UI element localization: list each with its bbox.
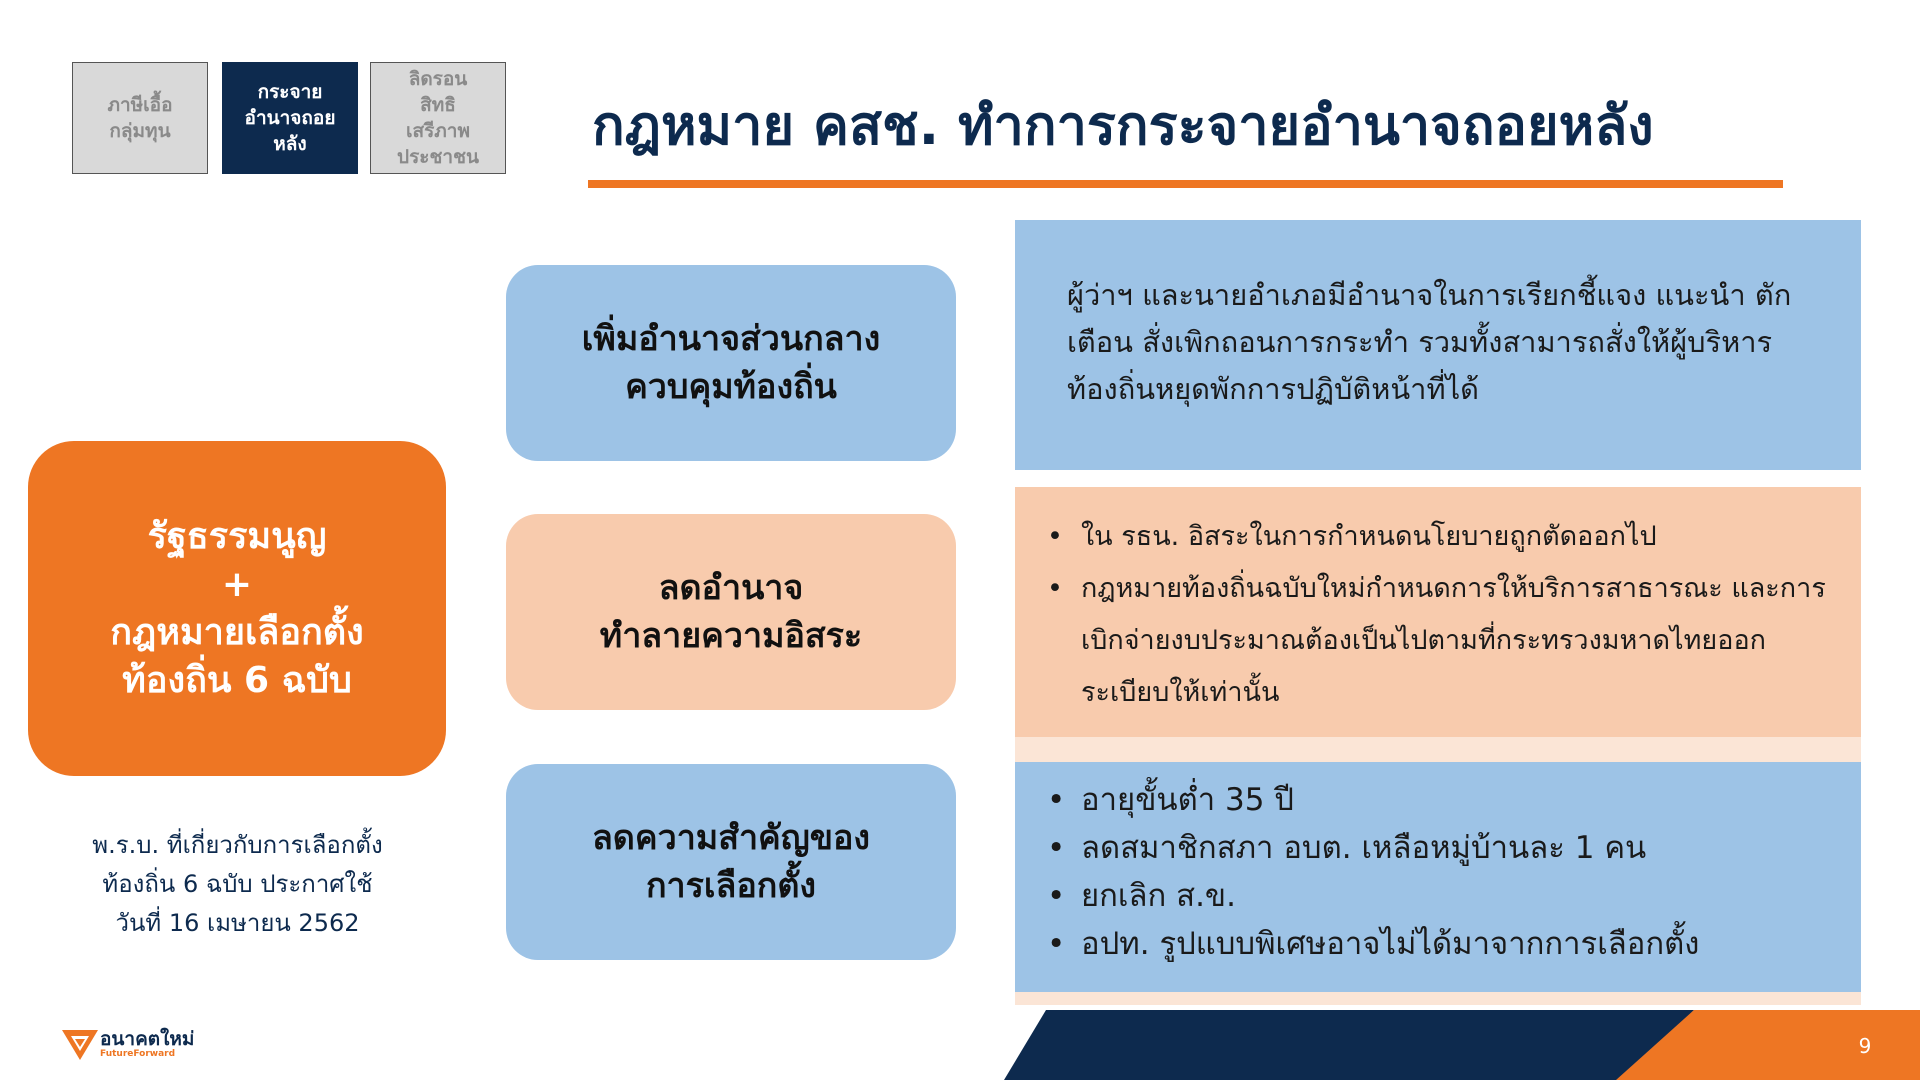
reduce-power-details — [1015, 487, 1861, 737]
bullet-list — [1035, 511, 1831, 719]
list-item: • กฎหมายท้องถิ่นฉบับใหม่กำหนดการให้บริการสาธารณะ และการเบิกจ่ายงบประมาณต้องเป็นไปตามที่กระทรวงมหาดไทยออกระเบียบให้เท่านั้น — [1035, 563, 1831, 719]
laws-note: พ.ร.บ. ที่เกี่ยวกับการเลือกตั้ง ท้องถิ่น 6 ฉบับ ประกาศใช้ วันที่ 16 เมษายน 2562 — [92, 831, 383, 937]
central-control-description — [1015, 220, 1861, 470]
futureforward-logo-icon — [62, 1026, 98, 1062]
row-label-central-control: เพิ่มอำนาจส่วนกลาง ควบคุมท้องถิ่น — [506, 265, 956, 461]
page-number: 9 — [1858, 1034, 1872, 1058]
list-item: • ยกเลิก ส.ข. — [1035, 872, 1831, 920]
logo-english-text: FutureForward — [100, 1048, 176, 1059]
list-item: • อายุขั้นต่ำ 35 ปี — [1035, 776, 1831, 824]
list-item: • อปท. รูปแบบพิเศษอาจไม่ได้มาจากการเลือกตั้ง — [1035, 920, 1831, 968]
page-title: กฎหมาย คสช. ทำการกระจายอำนาจถอยหลัง — [592, 94, 1654, 157]
row-label-reduce-election: ลดความสำคัญของ การเลือกตั้ง — [506, 764, 956, 960]
reduce-election-details — [1015, 762, 1861, 992]
nav-tab-decentralization[interactable]: กระจาย อำนาจถอย หลัง — [222, 62, 358, 174]
description-text: ผู้ว่าฯ และนายอำเภอมีอำนาจในการเรียกชี้แจง แนะนำ ตักเตือน สั่งเพิกถอนการกระทำ รวมทั้งสามารถสั่งให้ผู้บริหารท้องถิ่นหยุดพักการปฏิบัติหน้าที่ได้ — [1067, 278, 1792, 406]
list-item: • ลดสมาชิกสภา อบต. เหลือหมู่บ้านละ 1 คน — [1035, 824, 1831, 872]
constitution-box: รัฐธรรมนูญ + กฎหมายเลือกตั้ง ท้องถิ่น 6 ฉบับ — [28, 441, 446, 776]
footer-navy-band — [1004, 1010, 1694, 1080]
bullet-list — [1035, 776, 1831, 968]
futureforward-logo — [62, 1026, 194, 1062]
list-item: • ใน รธน. อิสระในการกำหนดนโยบายถูกตัดออกไป — [1035, 511, 1831, 563]
logo-thai-text: อนาคตใหม่ — [100, 1027, 195, 1050]
nav-tab-rights[interactable]: ลิดรอน สิทธิ เสรีภาพ ประชาชน — [370, 62, 506, 174]
row-label-reduce-power: ลดอำนาจ ทำลายความอิสระ — [506, 514, 956, 710]
title-underline — [588, 180, 1783, 188]
nav-tab-tax[interactable]: ภาษีเอื้อ กลุ่มทุน — [72, 62, 208, 174]
